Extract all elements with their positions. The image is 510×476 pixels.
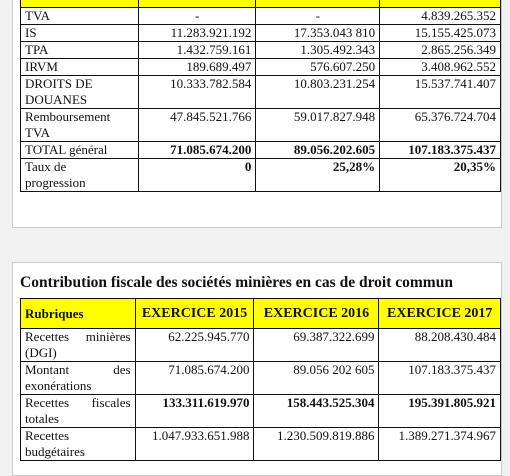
- total-row: [21, 142, 501, 159]
- row-label-line2: (DGI): [25, 345, 57, 360]
- table-row: [21, 329, 501, 362]
- row-label: [21, 76, 139, 109]
- table-row: [21, 59, 501, 76]
- tax-revenue-table: [20, 0, 501, 192]
- cell-2015: 0: [138, 159, 255, 192]
- row-label-line2: DOUANES: [25, 92, 88, 107]
- row-label: TVA: [21, 8, 139, 25]
- cell-2017: 88.208.430.484: [379, 329, 501, 362]
- row-label-line1: Remboursement: [25, 109, 111, 124]
- cell-2015: 10.333.782.584: [138, 76, 255, 109]
- row-label-line1: Recettes fiscales: [25, 395, 131, 410]
- cell-2015: 189.689.497: [138, 59, 255, 76]
- row-label-line2: totales: [25, 411, 59, 426]
- table-header-row: [21, 299, 501, 329]
- table-title: Contribution fiscale des sociétés minières en cas de droit commun: [20, 274, 453, 291]
- cell-2016: 576.607.250: [256, 59, 380, 76]
- row-label-line1: Recettes: [25, 428, 70, 443]
- cell-2017: 3.408.962.552: [380, 59, 501, 76]
- cell-2017: 107.183.375.437: [379, 362, 501, 395]
- row-label: [21, 428, 136, 461]
- cell-2016: 69.387.322.699: [254, 329, 379, 362]
- cell-2017: 65.376.724.704: [380, 109, 501, 142]
- cell-2017: 15.537.741.407: [380, 76, 501, 109]
- cell-2017: 4.839.265.352: [380, 8, 501, 25]
- cell-2016: 89.056 202 605: [254, 362, 379, 395]
- cell-2017: 15.155.425.073: [380, 25, 501, 42]
- cell-2015: 1.432.759.161: [138, 42, 255, 59]
- table-row: [21, 76, 501, 109]
- row-label-line2: exonérations: [25, 378, 92, 393]
- cell-2015: 1.047.933.651.988: [135, 428, 254, 461]
- cell-2015: 47.845.521.766: [138, 109, 255, 142]
- row-label: [21, 362, 136, 395]
- cell-2016: 25,28%: [256, 159, 380, 192]
- header-2015: EXERCICE 2015: [135, 299, 254, 329]
- row-label-line2: budgétaires: [25, 444, 85, 459]
- table-header-row: [21, 0, 501, 8]
- progression-row: [21, 159, 501, 192]
- table-row: [21, 109, 501, 142]
- cell-2017: 20,35%: [380, 159, 501, 192]
- table-row: [21, 42, 501, 59]
- cell-2015: -: [138, 8, 255, 25]
- cell-2016: -: [256, 8, 380, 25]
- row-label: [21, 395, 136, 428]
- cell-2015: 71.085.674.200: [135, 362, 254, 395]
- row-label: [21, 109, 139, 142]
- table-row: [21, 8, 501, 25]
- table-row: [21, 362, 501, 395]
- cell-2017: 195.391.805.921: [379, 395, 501, 428]
- cell-2016: 1.230.509.819.886: [254, 428, 379, 461]
- mining-contribution-table: [20, 298, 501, 461]
- row-label-line1: Recettes minières: [25, 329, 131, 344]
- tax-table-panel: [12, 0, 502, 228]
- table-row: [21, 428, 501, 461]
- row-label: IRVM: [21, 59, 139, 76]
- row-label-line1: Montant des: [25, 362, 131, 377]
- cell-2017: 2.865.256.349: [380, 42, 501, 59]
- row-label-line2: progression: [25, 175, 86, 190]
- row-label: [21, 159, 139, 192]
- mining-contribution-panel: [12, 262, 502, 476]
- table-row: [21, 395, 501, 428]
- cell-2016: 1.305.492.343: [256, 42, 380, 59]
- cell-2016: 59.017.827.948: [256, 109, 380, 142]
- row-label: [21, 329, 136, 362]
- cell-2016: 158.443.525.304: [254, 395, 379, 428]
- row-label: IS: [21, 25, 139, 42]
- cell-2017: 1.389.271.374.967: [379, 428, 501, 461]
- row-label-line1: Taux de: [25, 159, 67, 174]
- cell-2015: 71.085.674.200: [138, 142, 255, 159]
- row-label: TPA: [21, 42, 139, 59]
- cell-2015: 133.311.619.970: [135, 395, 254, 428]
- table-row: [21, 25, 501, 42]
- cell-2015: 62.225.945.770: [135, 329, 254, 362]
- cell-2016: 10.803.231.254: [256, 76, 380, 109]
- row-label-line1: DROITS DE: [25, 76, 93, 91]
- cell-2016: 89.056.202.605: [256, 142, 380, 159]
- header-2016: EXERCICE 2016: [254, 299, 379, 329]
- cell-2015: 11.283.921.192: [138, 25, 255, 42]
- row-label: TOTAL général: [21, 142, 139, 159]
- cell-2016: 17.353.043 810: [256, 25, 380, 42]
- header-rubriques: Rubriques: [21, 299, 136, 329]
- header-2017: EXERCICE 2017: [379, 299, 501, 329]
- row-label-line2: TVA: [25, 125, 51, 140]
- cell-2017: 107.183.375.437: [380, 142, 501, 159]
